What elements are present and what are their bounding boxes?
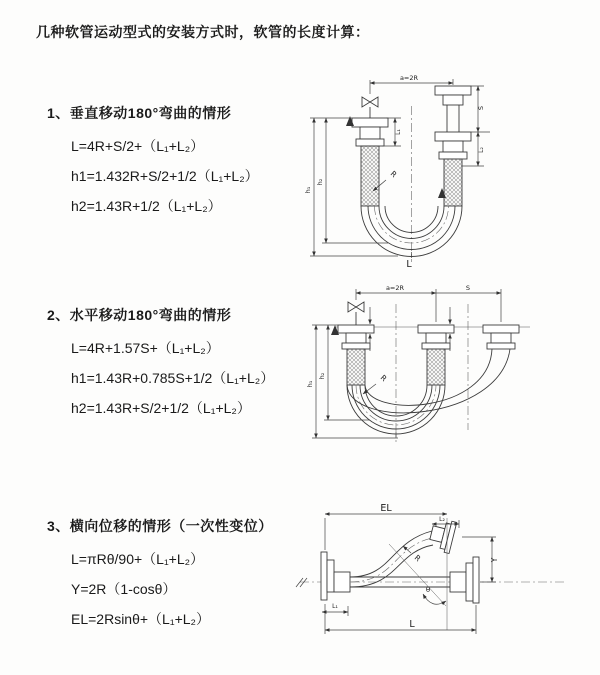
formula-h2: h2=1.43R+S/2+1/2（L₁+L₂） — [71, 400, 251, 416]
diagram-horizontal-180-bend — [298, 280, 588, 460]
section-vertical-180 — [47, 103, 259, 225]
dim-label-l: L — [409, 619, 415, 630]
dim-label-h2: h₂ — [318, 372, 326, 380]
formula-h1: h1=1.432R+S/2+1/2（L₁+L₂） — [71, 168, 259, 184]
dim-label-el: EL — [380, 503, 392, 514]
section-2-heading: 2、水平移动180°弯曲的情形 — [47, 307, 232, 323]
formula-h1: h1=1.43R+0.785S+1/2（L₁+L₂） — [71, 370, 275, 386]
dim-label-h2: h₂ — [316, 178, 324, 186]
formula-length: L=4R+1.57S+（L₁+L₂） — [71, 340, 220, 356]
right-hose-end — [435, 86, 471, 206]
dim-el — [325, 503, 447, 550]
angle-theta — [423, 586, 446, 604]
page-title: 几种软管运动型式的安装方式时，软管的长度计算： — [36, 24, 370, 40]
dim-l — [325, 604, 476, 634]
braid-section — [361, 146, 379, 206]
section-1-heading: 1、垂直移动180°弯曲的情形 — [47, 105, 232, 121]
section-horizontal-180 — [47, 305, 274, 427]
diagram-lateral-displacement — [292, 502, 600, 650]
dim-label-y: Y — [490, 557, 499, 563]
braid-section — [427, 349, 445, 385]
dim-label-l: L — [406, 259, 412, 270]
radius-callout — [403, 546, 422, 563]
dim-a2r-s — [356, 284, 501, 322]
middle-hose-end — [418, 325, 454, 385]
datum-mark — [296, 578, 307, 587]
dim-label-l2: L₂ — [478, 147, 485, 153]
dim-label-l2: L₂ — [439, 516, 445, 523]
formula-h2: h2=1.43R+1/2（L₁+L₂） — [71, 198, 222, 214]
formula-el: EL=2Rsinθ+（L₁+L₂） — [71, 611, 210, 627]
radius-label: R — [378, 373, 389, 384]
radius-callout — [363, 373, 389, 394]
dim-label-h1: h₁ — [306, 380, 314, 388]
valve-icon — [348, 302, 364, 312]
angle-label: θ — [425, 586, 431, 594]
formula-y: Y=2R（1-cosθ） — [71, 581, 177, 597]
dim-label-l1: L₁ — [332, 603, 338, 610]
dim-label-s: S — [477, 105, 485, 111]
dim-label-a2r: a=2R — [399, 74, 419, 82]
diagram-vertical-180-bend — [298, 70, 588, 270]
dim-label-l1: L₁ — [395, 129, 402, 135]
dim-label-s: S — [465, 284, 471, 292]
valve-icon — [362, 97, 378, 107]
right-flange-original — [450, 557, 479, 603]
section-3-heading: 3、横向位移的情形（一次性变位） — [47, 518, 273, 534]
radius-label: R — [388, 169, 399, 180]
left-flange — [321, 552, 350, 600]
dim-l1 — [322, 603, 348, 616]
dim-label-h1: h₁ — [304, 186, 312, 194]
formula-length: L=4R+S/2+（L₁+L₂） — [71, 138, 205, 154]
braid-section — [444, 159, 462, 206]
dim-label-a2r: a=2R — [385, 284, 405, 292]
formula-length: L=πRθ/90+（L₁+L₂） — [71, 551, 205, 567]
radius-label: R — [412, 552, 423, 564]
braid-section — [347, 349, 365, 385]
left-hose-end — [338, 325, 374, 385]
displaced-hose-end — [483, 325, 519, 349]
left-hose-end — [352, 118, 388, 206]
section-lateral-displacement — [47, 516, 273, 638]
